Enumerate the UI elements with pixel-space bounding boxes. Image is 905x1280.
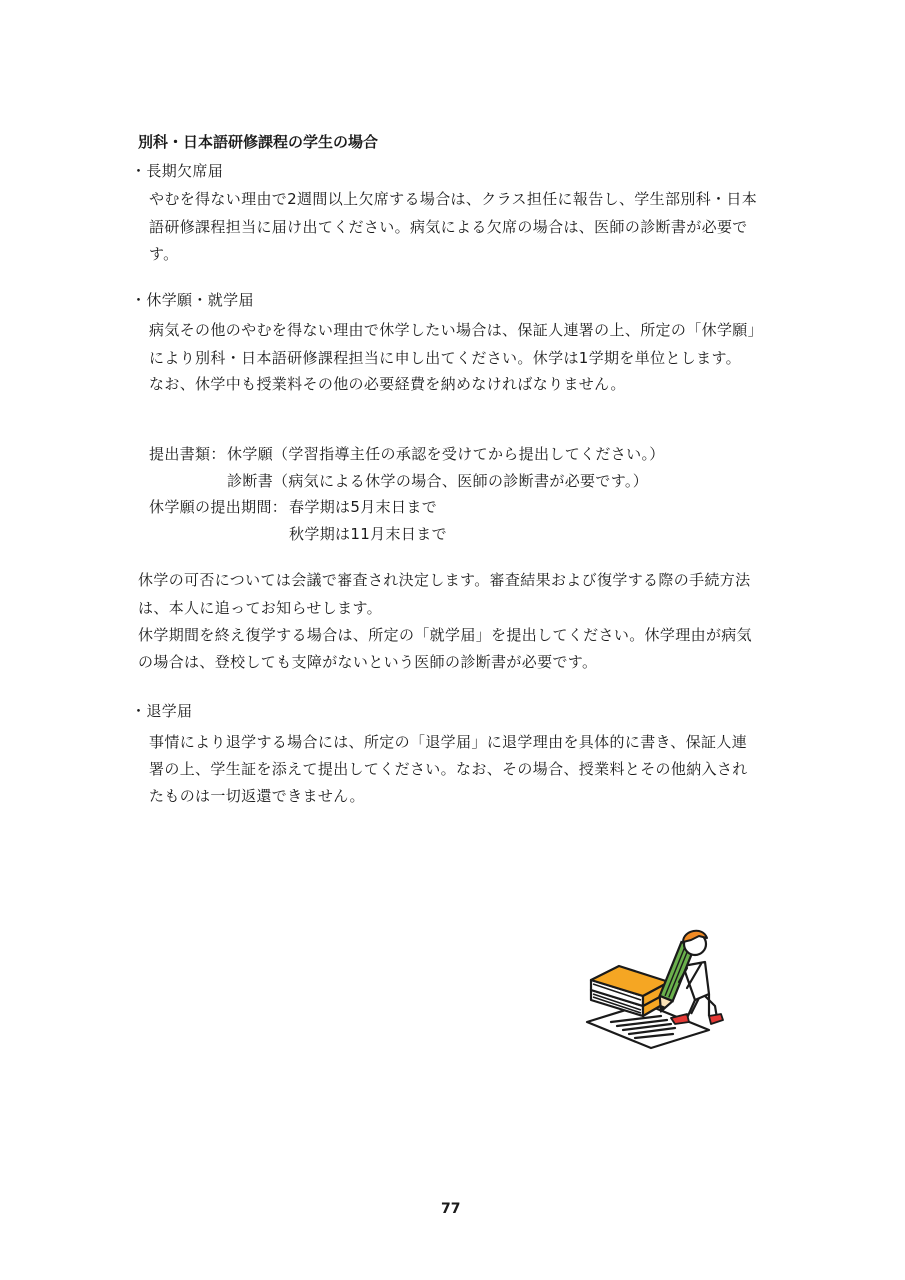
period-item: 秋学期は11月末日まで [289, 525, 447, 543]
withdrawal-line: 事情により退学する場合には、所定の「退学届」に退学理由を具体的に書き、保証人連 [149, 733, 748, 751]
leave-note: は、本人に追ってお知らせします。 [138, 599, 382, 617]
long-absence-line: 語研修課程担当に届け出てください。病気による欠席の場合は、医師の診断書が必要で [149, 218, 748, 236]
page-number: 77 [441, 1201, 461, 1217]
period-item: 春学期は5月末日まで [289, 498, 438, 516]
leave-note: 休学期間を終え復学する場合は、所定の「就学届」を提出してください。休学理由が病気 [138, 626, 753, 644]
documents-label: 提出書類： [149, 445, 226, 463]
leave-line: 病気その他のやむを得ない理由で休学したい場合は、保証人連署の上、所定の「休学願」 [149, 321, 764, 339]
withdrawal-heading: ・退学届 [131, 702, 193, 720]
long-absence-heading: ・長期欠席届 [131, 162, 224, 180]
period-label: 休学願の提出期間： [149, 498, 288, 516]
leave-line: により別科・日本語研修課程担当に申し出てください。休学は1学期を単位とします。 [149, 349, 741, 367]
withdrawal-line: たものは一切返還できません。 [149, 787, 365, 805]
leave-line: なお、休学中も授業料その他の必要経費を納めなければなりません。 [149, 375, 626, 393]
person-pushing-pencil-on-document-icon [583, 922, 728, 1052]
document-item: 休学願（学習指導主任の承認を受けてから提出してください。） [227, 445, 665, 463]
long-absence-line: す。 [149, 245, 179, 263]
section-title: 別科・日本語研修課程の学生の場合 [138, 133, 379, 151]
document-item: 診断書（病気による休学の場合、医師の診断書が必要です。） [227, 472, 649, 490]
withdrawal-line: 署の上、学生証を添えて提出してください。なお、その場合、授業料とその他納入され [149, 760, 748, 778]
leave-heading: ・休学願・就学届 [131, 291, 254, 309]
long-absence-line: やむを得ない理由で2週間以上欠席する場合は、クラス担任に報告し、学生部別科・日本 [149, 190, 758, 208]
leave-note: の場合は、登校しても支障がないという医師の診断書が必要です。 [138, 653, 598, 671]
leave-note: 休学の可否については会議で審査され決定します。審査結果および復学する際の手続方法 [138, 571, 751, 589]
